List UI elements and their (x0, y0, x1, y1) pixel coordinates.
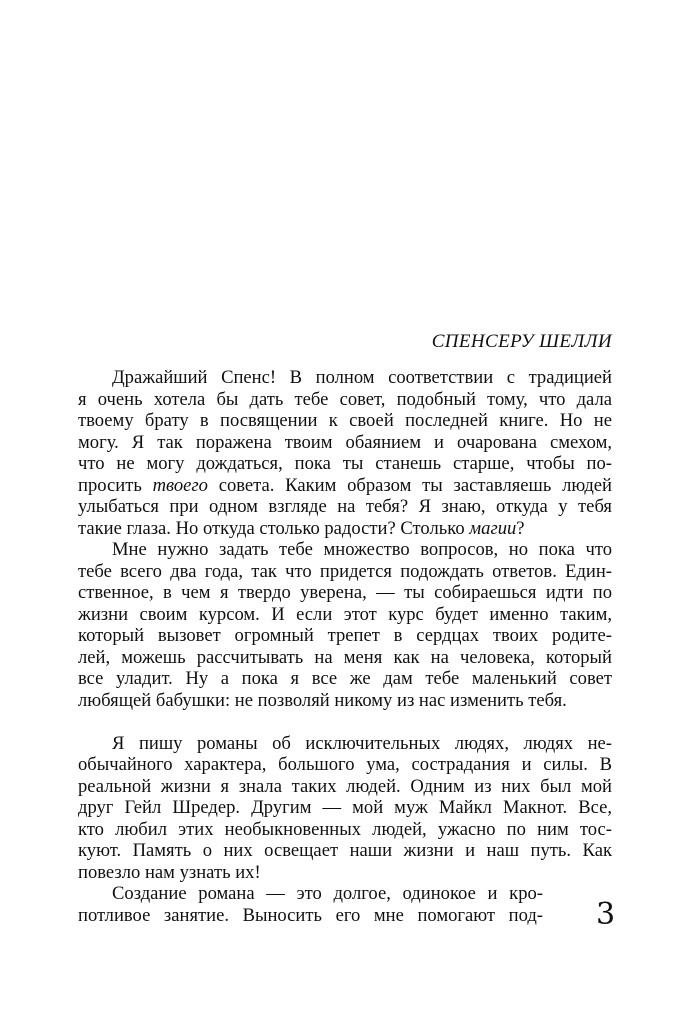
paragraph (78, 367, 612, 539)
text-line (78, 539, 612, 561)
text-segment: потливое занятие. Выносить его мне помогают под- (78, 904, 543, 926)
text-segment: что не могу дождаться, пока ты станешь старше, чтобы по- (78, 453, 612, 474)
emphasized-text: магии (469, 517, 517, 539)
text-line (78, 668, 612, 690)
text-segment: лей, можешь рассчитывать на меня как на человека, который (78, 646, 612, 668)
text-line (78, 432, 612, 454)
text-line (78, 797, 612, 819)
text-segment: совета. Каким образом ты заставляешь людей (207, 474, 612, 496)
text-line (78, 389, 612, 411)
text-segment: Я пишу романы об исключительных людях, людях не- (112, 732, 612, 754)
text-line (78, 905, 543, 927)
text-line (78, 518, 612, 540)
text-segment: твоему брату в посвящении к своей последней книге. Но не (78, 410, 612, 431)
text-segment: любящей бабушки: не позволяй никому из нас изменить тебя. (78, 689, 567, 711)
dedication-text (78, 367, 612, 926)
text-line (78, 496, 612, 518)
text-line (78, 410, 612, 432)
text-segment: Мне нужно задать тебе множество вопросов, но пока что (112, 539, 612, 560)
text-line (78, 733, 612, 755)
text-segment: улыбаться при одном взгляде на тебя? Я знаю, откуда у тебя (78, 496, 612, 517)
text-segment: просить (78, 474, 153, 496)
page-number: 3 (596, 897, 616, 932)
text-segment: друг Гейл Шредер. Другим — мой муж Майкл Макнот. Все, (78, 797, 612, 818)
text-block (78, 331, 612, 926)
text-line (78, 776, 612, 798)
text-line (78, 862, 612, 884)
text-line (78, 754, 612, 776)
emphasized-text: твоего (152, 474, 208, 496)
text-segment: Создание романа — это долгое, одинокое и кро- (112, 883, 543, 904)
text-line (78, 647, 612, 669)
dedication-header: СПЕНСЕРУ ШЕЛЛИ (431, 331, 612, 352)
paragraph (78, 883, 543, 926)
text-line (78, 840, 612, 862)
text-segment: тебе всего два года, так что придется подождать ответов. Един- (78, 560, 612, 582)
text-segment: ственное, в чем я твердо уверена, — ты собираешься идти по (78, 582, 612, 603)
text-segment: могу. Я так поражена твоим обаянием и очарована смехом, (78, 431, 612, 453)
text-segment: все уладит. Ну а пока я все же дам тебе маленький совет (78, 668, 612, 689)
text-segment: жизни своим курсом. И если этот курс будет именно таким, (78, 603, 612, 625)
text-segment: обычайного характера, большого ума, сострадания и силы. В (78, 754, 612, 775)
text-segment: Дражайший Спенс! В полном соответствии с традицией (112, 367, 612, 388)
text-line (78, 819, 612, 841)
text-segment: который вызовет огромный трепет в сердцах твоих родите- (78, 625, 612, 646)
text-line (78, 690, 612, 712)
text-line (78, 582, 612, 604)
text-line (78, 561, 612, 583)
text-segment: такие глаза. Но откуда столько радости? Столько (78, 517, 470, 539)
text-segment: кто любил этих необыкновенных людей, ужасно по ним тос- (78, 818, 612, 840)
text-segment: я очень хотела бы дать тебе совет, подобный тому, что дала (78, 388, 612, 410)
text-line (78, 604, 612, 626)
text-line (78, 625, 612, 647)
text-segment: ? (516, 517, 525, 539)
text-segment: повезло нам узнать их! (78, 861, 261, 883)
text-line (78, 453, 612, 475)
text-line (78, 883, 543, 905)
paragraph (78, 539, 612, 711)
text-line (78, 367, 612, 389)
paragraph (78, 733, 612, 884)
text-segment: куют. Память о них освещает наши жизни и наш путь. Как (78, 840, 612, 861)
text-segment: реальной жизни я знала таких людей. Одним из них был мой (78, 775, 612, 797)
text-line (78, 475, 612, 497)
